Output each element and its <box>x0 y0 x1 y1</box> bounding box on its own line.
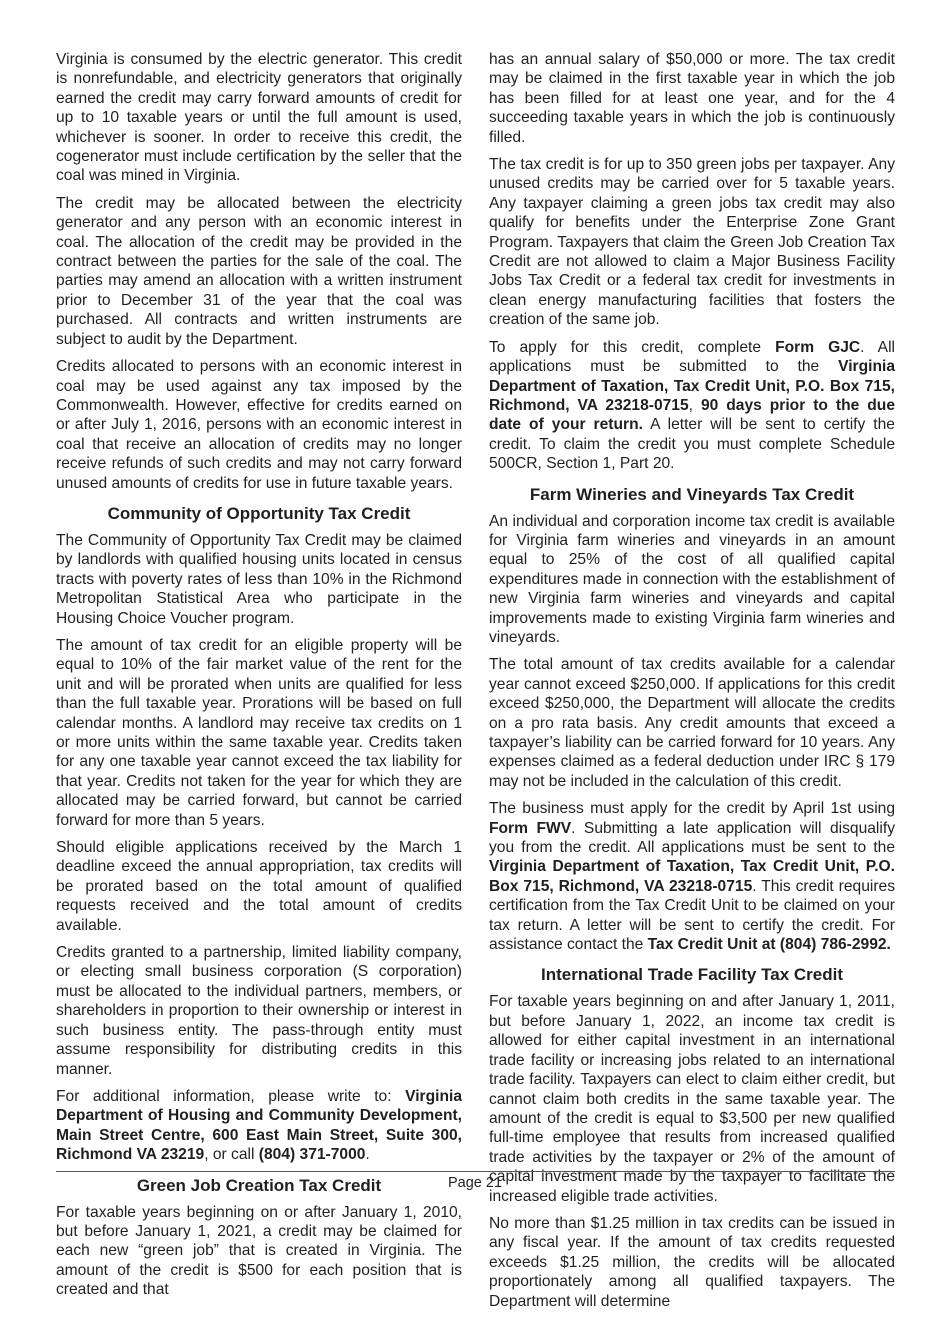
paragraph <box>489 338 895 474</box>
text: The Community of Opportunity Tax Credit may be claimed by landlords with qualified housing units located in census tracts with poverty rates of less than 10% in the Richmond Metropolitan Statistical Area who participate in the Housing Choice Voucher program. <box>56 531 462 627</box>
paragraph <box>56 50 462 186</box>
bold-text: Virginia Department of Taxation, Tax Credit Unit, P.O. Box 715, Richmond, VA 23218-0715 <box>489 358 895 414</box>
section-heading: International Trade Facility Tax Credit <box>541 965 843 985</box>
bold-text: 90 days prior to the due date of your return. <box>489 396 895 434</box>
text: The total amount of tax credits available for a calendar year cannot exceed $250,000. If applications for this credit exceed $250,000, the Department will allocate the credits on a pro rata basis. Any credit amounts that exceed a taxpayer’s liability can be carried forward for 10 years. Any expenses claimed as a federal deduction under IRC § 179 may not be included in the calculation of this credit. <box>489 656 895 790</box>
paragraph <box>489 1214 895 1311</box>
text: A letter will be sent to certify the credit. To claim the credit you must complete Schedule 500CR, Section 1, Part 20. <box>489 416 895 473</box>
paragraph <box>56 943 462 1079</box>
text: For taxable years beginning on or after January 1, 2010, but before January 1, 2021, a credit may be claimed for each new “green job” that is created in Virginia. The amount of the credit is $500 for each position that is created and that <box>56 1203 462 1299</box>
section-heading: Green Job Creation Tax Credit <box>136 1175 382 1195</box>
bold-text: Form GJC <box>775 338 861 356</box>
text: For taxable years beginning on and after January 1, 2011, but before January 1, 2022, an income tax credit is allowed for either capital investment in an international trade facility or increasing jobs related to an international trade facility. Taxpayers can elect to claim either credit, but cannot claim both credits in the same taxable year. The amount of the credit is equal to $3,500 per new qualified full-time employee that results from increased qualified trade activities by the taxpayer or 2% of the amount of capital investment made by the taxpayer to facilitate the increased eligible trade activities. <box>489 993 895 1205</box>
text: has an annual salary of $50,000 or more. The tax credit may be claimed in the first taxable year in which the job has been filled for at least one year, and for the 4 succeeding taxable years in which the job is continuously filled. <box>489 51 895 146</box>
paragraph <box>489 50 895 147</box>
left-column <box>56 50 462 1308</box>
section-heading: Community of Opportunity Tax Credit <box>107 503 411 523</box>
footer-rule <box>56 1171 895 1172</box>
bold-text: Form FWV <box>489 819 572 837</box>
paragraph <box>56 838 462 935</box>
text: . All applications must be submitted to the <box>489 338 895 376</box>
paragraph <box>489 512 895 648</box>
text: . <box>365 1146 370 1164</box>
text: Should eligible applications received by the March 1 deadline exceed the annual appropriation, tax credits will be prorated based on the total amount of qualified requests received and the total amount of credits available. <box>56 839 462 934</box>
text: The amount of tax credit for an eligible property will be equal to 10% of the fair market value of the rent for the unit and will be prorated when units are qualified for less than the full taxable year. Prorations will be based on full calendar months. A landlord may receive tax credits on 1 or more units within the same taxable year. Credits taken for any one taxable year cannot exceed the tax liability for that year. Credits not taken for the year for which they are allocated may be carried forward, but cannot be carried forward for more than 5 years. <box>56 636 462 829</box>
text: . Submitting a late application will disqualify you from the credit. All applications must be sent to the <box>489 819 895 857</box>
text: No more than $1.25 million in tax credits can be issued in any fiscal year. If the amount of tax credits requested exceeds $1.25 million, the credits will be allocated proportionately among all qualified taxpayers. The Department will determine <box>489 1214 895 1310</box>
paragraph <box>56 531 462 628</box>
paragraph <box>56 1203 462 1300</box>
text: Credits allocated to persons with an economic interest in coal may be used against any tax imposed by the Commonwealth. However, effective for credits earned on or after July 1, 2016, persons with an economic interest in coal that receive an allocation of credits may no longer receive refunds of such credits and may not carry forward unused amounts of credits for use in future taxable years. <box>56 358 462 492</box>
paragraph <box>56 194 462 349</box>
page-number: Page 21 <box>447 1175 503 1191</box>
bold-text: Tax Credit Unit at (804) 786-2992. <box>647 936 891 954</box>
text: The business must apply for the credit by April 1st using <box>489 800 895 818</box>
bold-text: Virginia Department of Housing and Community Development, Main Street Centre, 600 East Main Street, Suite 300, Richmond VA 23219 <box>56 1087 462 1164</box>
paragraph <box>489 155 895 330</box>
paragraph <box>56 636 462 830</box>
paragraph <box>56 357 462 493</box>
text: To apply for this credit, complete <box>489 338 776 356</box>
paragraph <box>489 992 895 1205</box>
text: The tax credit is for up to 350 green jobs per taxpayer. Any unused credits may be carried over for 5 taxable years. Any taxpayer claiming a green jobs tax credit may also qualify for benefits under the Enterprise Zone Grant Program. Taxpayers that claim the Green Job Creation Tax Credit are not allowed to claim a Major Business Facility Jobs Tax Credit or a federal tax credit for investments in clean energy manufacturing facilities that fosters the creation of the same job. <box>489 156 895 329</box>
paragraph <box>489 655 895 791</box>
text: Credits granted to a partnership, limited liability company, or electing small business corporation (S corporation) must be allocated to the individual partners, members, or shareholders in proportion to their ownership or interest in such business entity. The pass-through entity must assume responsibility for distributing credits in this manner. <box>56 944 462 1078</box>
text: The credit may be allocated between the electricity generator and any person with an economic interest in coal. The allocation of the credit may be provided in the contract between the parties for the sale of the coal. The parties may amend an allocation with a written instrument prior to December 31 of the year that the coal was purchased. All contracts and written instruments are subject to audit by the Department. <box>56 194 462 348</box>
right-column <box>489 50 895 1319</box>
bold-text: Virginia Department of Taxation, Tax Credit Unit, P.O. Box 715, Richmond, VA 23218-0715 <box>489 858 895 895</box>
text: , <box>688 396 701 414</box>
bold-text: (804) 371-7000 <box>258 1146 366 1164</box>
text: An individual and corporation income tax credit is available for Virginia farm wineries and vineyards in an amount equal to 25% of the cost of all qualified capital expenditures made in connection with the establishment of new Virginia farm wineries and vineyards and capital improvements made to existing Virginia farm wineries and vineyards. <box>489 512 895 646</box>
section-heading: Farm Wineries and Vineyards Tax Credit <box>529 484 855 504</box>
text: , or call <box>204 1146 259 1164</box>
text: Virginia is consumed by the electric generator. This credit is nonrefundable, and electricity generators that originally earned the credit may carry forward amounts of credit for up to 10 taxable years or until the full amount is used, whichever is sooner. In order to receive this credit, the cogenerator must include certification by the seller that the coal was mined in Virginia. <box>56 51 462 185</box>
paragraph <box>489 799 895 954</box>
text: . This credit requires certification from the Tax Credit Unit to be claimed on your tax return. A letter will be sent to certify the credit. For assistance contact the <box>489 877 896 954</box>
paragraph <box>56 1087 462 1165</box>
text: For additional information, please write to: <box>56 1087 406 1105</box>
